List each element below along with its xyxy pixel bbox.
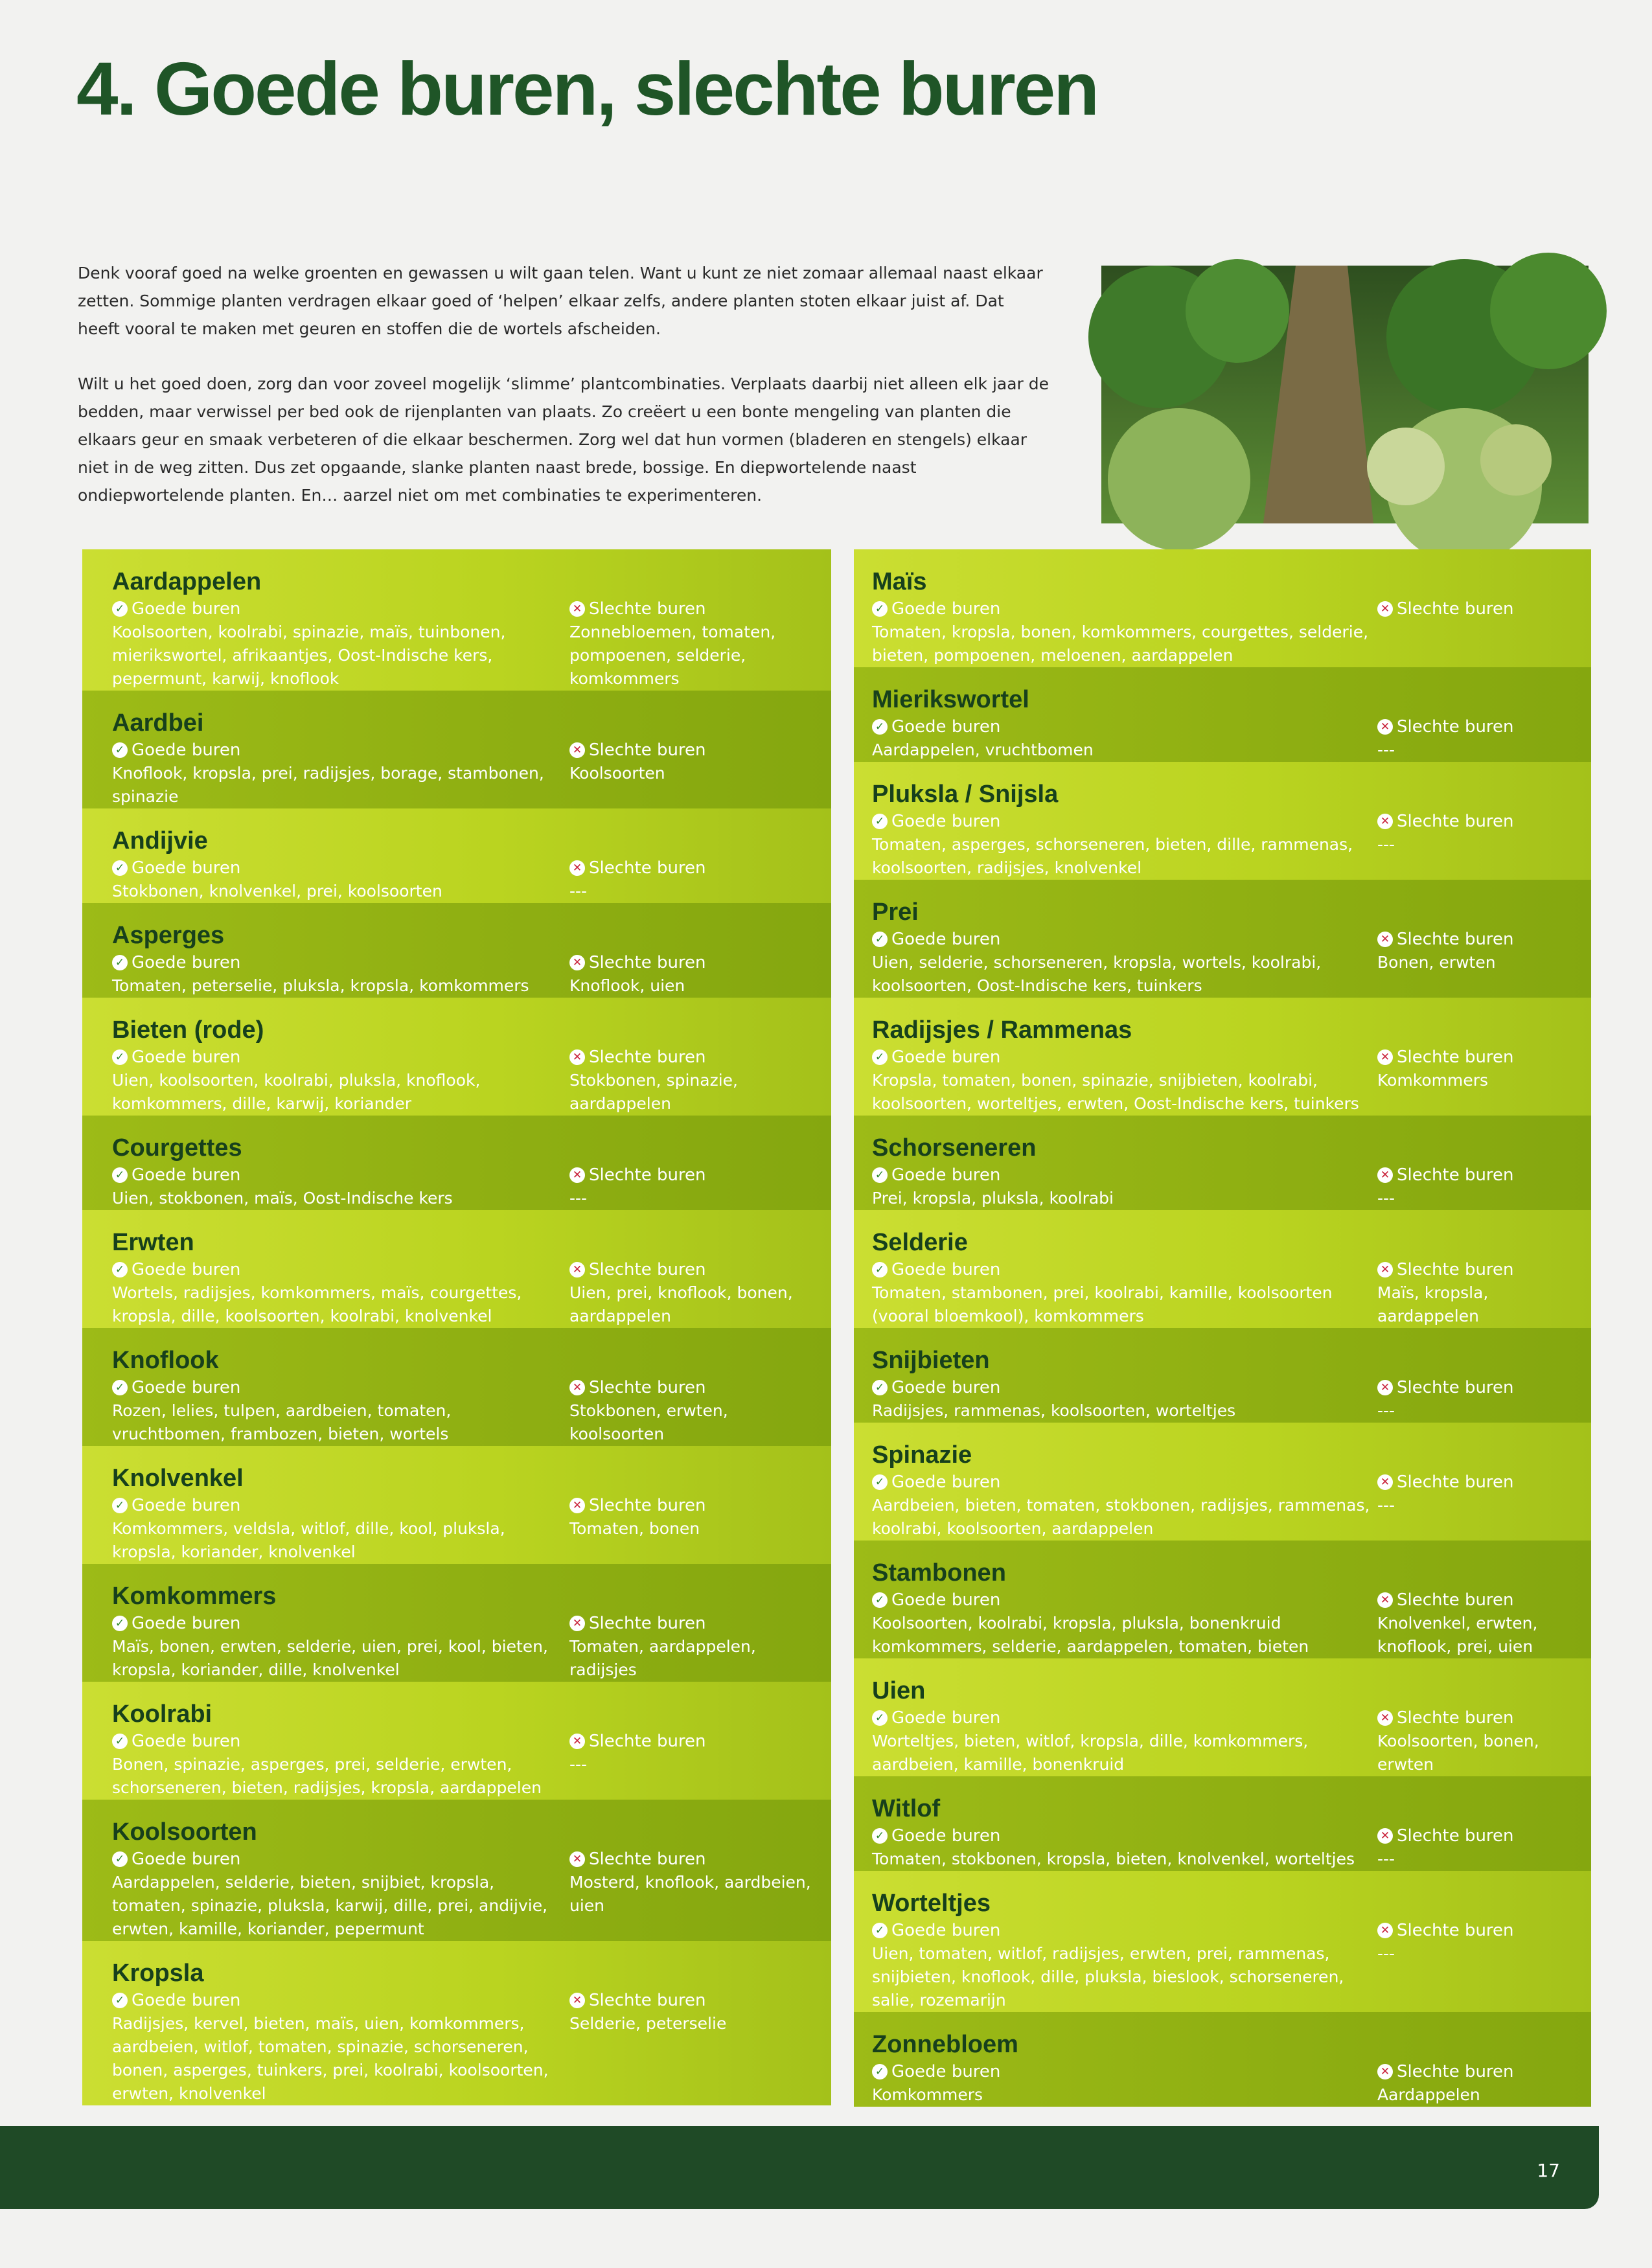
good-neighbours	[872, 810, 1377, 880]
cross-icon: ✕	[1377, 719, 1393, 735]
good-label: Goede buren	[891, 599, 1001, 619]
cross-icon: ✕	[1377, 1592, 1393, 1608]
plant-name: Koolrabi	[112, 1701, 212, 1728]
check-icon: ✓	[112, 1734, 128, 1749]
bad-list: ---	[1377, 1850, 1395, 1868]
bad-neighbours	[566, 597, 812, 691]
good-neighbours	[872, 1824, 1377, 1871]
good-label: Goede buren	[132, 1048, 241, 1067]
bad-neighbours	[1377, 1706, 1572, 1776]
plant-entry	[82, 1446, 831, 1564]
plant-name: Snijbieten	[872, 1347, 990, 1374]
good-list: Prei, kropsla, pluksla, koolrabi	[872, 1189, 1114, 1208]
good-list: Aardappelen, vruchtbomen	[872, 740, 1094, 759]
good-list: Worteltjes, bieten, witlof, kropsla, dille, komkommers, aardbeien, kamille, bonenkruid	[872, 1732, 1309, 1774]
plant-name: Bieten (rode)	[112, 1016, 264, 1044]
good-label: Goede buren	[132, 1614, 241, 1633]
plant-entry	[82, 1210, 831, 1328]
cross-icon: ✕	[1377, 814, 1393, 829]
bad-neighbours	[1377, 1376, 1572, 1423]
good-list: Stokbonen, knolvenkel, prei, koolsoorten	[112, 882, 442, 900]
plant-entry	[854, 549, 1591, 667]
bad-label: Slechte buren	[1397, 599, 1514, 619]
plant-entry	[82, 691, 831, 808]
bad-list: Selderie, peterselie	[569, 2014, 727, 2033]
bad-list: ---	[1377, 1401, 1395, 1420]
cross-icon: ✕	[1377, 1167, 1393, 1183]
good-neighbours	[872, 1919, 1377, 2012]
bad-neighbours	[1377, 597, 1572, 667]
check-icon: ✓	[112, 1262, 128, 1277]
good-neighbours	[872, 1163, 1377, 1210]
check-icon: ✓	[872, 1923, 888, 1938]
good-list: Tomaten, asperges, schorseneren, bieten, dille, rammenas, koolsoorten, radijsjes, knolvenkel	[872, 835, 1353, 877]
good-list: Aardappelen, selderie, bieten, snijbiet, kropsla, tomaten, spinazie, pluksla, karwij, dille, prei, andijvie, erwten, kamille, koriander, pepermunt	[112, 1873, 548, 1938]
bad-list: Koolsoorten, bonen, erwten	[1377, 1732, 1539, 1774]
bad-label: Slechte buren	[1397, 717, 1514, 737]
bad-list: ---	[1377, 1189, 1395, 1208]
check-icon: ✓	[872, 1474, 888, 1490]
good-neighbours	[872, 715, 1377, 762]
bad-label: Slechte buren	[589, 1378, 706, 1397]
bad-list: Stokbonen, erwten, koolsoorten	[569, 1401, 728, 1443]
bad-list: Maïs, kropsla, aardappelen	[1377, 1283, 1489, 1325]
bad-list: Mosterd, knoflook, aardbeien, uien	[569, 1873, 811, 1915]
good-list: Uien, selderie, schorseneren, kropsla, wortels, koolrabi, koolsoorten, Oost-Indische kers, tuinkers	[872, 953, 1322, 995]
cross-icon: ✕	[1377, 1049, 1393, 1065]
bad-list: ---	[569, 1189, 588, 1208]
good-list: Komkommers	[872, 2085, 983, 2104]
plant-entry	[82, 1800, 831, 1941]
good-neighbours	[872, 1376, 1377, 1423]
plant-entry	[854, 2012, 1591, 2107]
plant-name: Erwten	[112, 1229, 194, 1256]
plant-name: Knolvenkel	[112, 1465, 244, 1492]
plant-name: Kropsla	[112, 1960, 204, 1987]
bad-list: ---	[1377, 1496, 1395, 1515]
intro-paragraph: Denk vooraf goed na welke groenten en gewassen u wilt gaan telen. Want u kunt ze niet zomaar allemaal naast elkaar zetten. Sommige planten verdragen elkaar goed of ‘helpen’ elkaar zelfs, andere planten stoten elkaar juist af. Dat heeft vooral te maken met geuren en stoffen die de wortels afscheiden.	[78, 264, 1043, 338]
bad-list: Bonen, erwten	[1377, 953, 1496, 972]
plant-entry	[854, 998, 1591, 1116]
check-icon: ✓	[872, 1262, 888, 1277]
cross-icon: ✕	[1377, 1474, 1393, 1490]
check-icon: ✓	[872, 814, 888, 829]
page-number: 17	[1537, 2160, 1560, 2181]
bad-neighbours	[566, 1376, 812, 1446]
cross-icon: ✕	[1377, 932, 1393, 947]
check-icon: ✓	[872, 932, 888, 947]
plant-entry	[854, 1658, 1591, 1776]
cross-icon: ✕	[1377, 1262, 1393, 1277]
plant-name: Schorseneren	[872, 1134, 1037, 1162]
plant-name: Prei	[872, 899, 919, 926]
bad-list: Zonnebloemen, tomaten, pompoenen, selderie, komkommers	[569, 623, 776, 688]
plant-name: Courgettes	[112, 1134, 242, 1162]
check-icon: ✓	[112, 1167, 128, 1183]
cross-icon: ✕	[569, 860, 585, 876]
bad-neighbours	[566, 1163, 812, 1210]
good-neighbours	[112, 1046, 566, 1116]
bad-list: Uien, prei, knoflook, bonen, aardappelen	[569, 1283, 793, 1325]
good-list: Kropsla, tomaten, bonen, spinazie, snijbieten, koolrabi, koolsoorten, worteltjes, erwten, Oost-Indische kers, tuinkers	[872, 1071, 1359, 1113]
good-label: Goede buren	[132, 740, 241, 760]
cross-icon: ✕	[569, 1734, 585, 1749]
bad-neighbours	[566, 1258, 812, 1328]
plant-entry	[854, 880, 1591, 998]
good-list: Tomaten, stambonen, prei, koolrabi, kamille, koolsoorten (vooral bloemkool), komkommers	[872, 1283, 1333, 1325]
good-neighbours	[112, 1612, 566, 1682]
good-neighbours	[112, 597, 566, 691]
bad-neighbours	[1377, 1588, 1572, 1658]
good-list: Tomaten, kropsla, bonen, komkommers, courgettes, selderie, bieten, pompoenen, meloenen, aardappelen	[872, 623, 1369, 665]
good-label: Goede buren	[891, 930, 1001, 949]
cross-icon: ✕	[569, 1262, 585, 1277]
bad-label: Slechte buren	[589, 1260, 706, 1279]
good-label: Goede buren	[891, 1378, 1001, 1397]
good-label: Goede buren	[891, 2062, 1001, 2081]
bad-label: Slechte buren	[1397, 1260, 1514, 1279]
good-neighbours	[872, 928, 1377, 998]
bad-list: ---	[569, 1755, 588, 1774]
bad-label: Slechte buren	[589, 740, 706, 760]
check-icon: ✓	[112, 860, 128, 876]
plant-name: Aardappelen	[112, 568, 262, 595]
left-plant-column	[82, 549, 831, 2103]
check-icon: ✓	[112, 742, 128, 758]
bad-list: ---	[1377, 1944, 1395, 1963]
bad-label: Slechte buren	[1397, 1048, 1514, 1067]
good-list: Komkommers, veldsla, witlof, dille, kool, pluksla, kropsla, koriander, knolvenkel	[112, 1519, 505, 1561]
plant-entry	[854, 667, 1591, 762]
bad-neighbours	[566, 1989, 812, 2105]
check-icon: ✓	[112, 1616, 128, 1631]
bad-list: Knolvenkel, erwten, knoflook, prei, uien	[1377, 1614, 1538, 1656]
good-list: Rozen, lelies, tulpen, aardbeien, tomaten, vruchtbomen, frambozen, bieten, wortels	[112, 1401, 452, 1443]
good-neighbours	[112, 739, 566, 808]
good-list: Wortels, radijsjes, komkommers, maïs, courgettes, kropsla, dille, koolsoorten, koolrabi, knolvenkel	[112, 1283, 522, 1325]
good-label: Goede buren	[891, 1590, 1001, 1610]
bad-list: Koolsoorten	[569, 764, 665, 783]
plant-name: Zonnebloem	[872, 2031, 1018, 2058]
good-label: Goede buren	[132, 1260, 241, 1279]
plant-name: Andijvie	[112, 827, 208, 854]
plant-name: Aardbei	[112, 709, 204, 737]
plant-name: Spinazie	[872, 1441, 972, 1469]
bad-list: Komkommers	[1377, 1071, 1489, 1090]
good-list: Uien, tomaten, witlof, radijsjes, erwten, prei, rammenas, snijbieten, knoflook, dille, pluksla, bieslook, schorseneren, salie, rozemarijn	[872, 1944, 1344, 2010]
good-label: Goede buren	[891, 812, 1001, 831]
cross-icon: ✕	[1377, 1710, 1393, 1726]
bad-label: Slechte buren	[589, 953, 706, 972]
good-neighbours	[872, 1258, 1377, 1328]
cross-icon: ✕	[1377, 2064, 1393, 2079]
good-neighbours	[112, 1989, 566, 2105]
plant-entry	[854, 1116, 1591, 1210]
plant-name: Witlof	[872, 1795, 941, 1822]
bad-neighbours	[566, 951, 812, 998]
check-icon: ✓	[872, 719, 888, 735]
good-label: Goede buren	[132, 1991, 241, 2010]
plant-name: Uien	[872, 1677, 926, 1704]
good-label: Goede buren	[132, 1850, 241, 1869]
bad-label: Slechte buren	[1397, 1590, 1514, 1610]
plant-name: Pluksla / Snijsla	[872, 781, 1059, 808]
plant-entry	[82, 1564, 831, 1682]
check-icon: ✓	[872, 1167, 888, 1183]
bad-list: ---	[1377, 740, 1395, 759]
intro-paragraph: Wilt u het goed doen, zorg dan voor zoveel mogelijk ‘slimme’ plantcombinaties. Verplaats daarbij niet alleen elk jaar de bedden, maar verwissel per bed ook de rijenplanten van plaats. Zo creëert u een bonte mengeling van planten die elkaars geur en smaak verbeteren of die elkaar beschermen. Zorg wel dat hun vormen (bladeren en stengels) elkaar niet in de weg zitten. Dus zet opgaande, slanke planten naast brede, bossige. En diepwortelende naast ondiepwortelende planten. En… aarzel niet om met combinaties te experimenteren.	[78, 374, 1049, 505]
bad-label: Slechte buren	[589, 1496, 706, 1515]
bad-list: Stokbonen, spinazie, aardappelen	[569, 1071, 738, 1113]
bad-list: Tomaten, aardappelen, radijsjes	[569, 1637, 756, 1679]
bad-neighbours	[1377, 1163, 1572, 1210]
check-icon: ✓	[112, 1380, 128, 1395]
cross-icon: ✕	[1377, 1923, 1393, 1938]
bad-label: Slechte buren	[589, 1991, 706, 2010]
plant-entry	[82, 808, 831, 903]
cross-icon: ✕	[569, 955, 585, 970]
good-label: Goede buren	[132, 1165, 241, 1185]
right-plant-column	[854, 549, 1591, 2104]
good-label: Goede buren	[132, 1732, 241, 1751]
good-list: Koolsoorten, koolrabi, spinazie, maïs, tuinbonen, mierikswortel, afrikaantjes, Oost-Indische kers, pepermunt, karwij, knoflook	[112, 623, 506, 688]
check-icon: ✓	[112, 1049, 128, 1065]
good-neighbours	[872, 1706, 1377, 1776]
check-icon: ✓	[112, 955, 128, 970]
bad-label: Slechte buren	[1397, 930, 1514, 949]
plant-name: Asperges	[112, 922, 225, 949]
cross-icon: ✕	[569, 1049, 585, 1065]
plant-entry	[82, 1941, 831, 2105]
bad-label: Slechte buren	[589, 1614, 706, 1633]
good-label: Goede buren	[891, 1708, 1001, 1728]
plant-name: Koolsoorten	[112, 1818, 257, 1846]
plant-entry	[82, 998, 831, 1116]
bad-label: Slechte buren	[1397, 1378, 1514, 1397]
bad-label: Slechte buren	[589, 599, 706, 619]
plant-name: Radijsjes / Rammenas	[872, 1016, 1132, 1044]
good-neighbours	[112, 856, 566, 903]
plant-entry	[854, 1776, 1591, 1871]
cross-icon: ✕	[569, 1616, 585, 1631]
bad-label: Slechte buren	[1397, 2062, 1514, 2081]
bad-neighbours	[1377, 928, 1572, 998]
good-label: Goede buren	[132, 1378, 241, 1397]
bad-label: Slechte buren	[589, 1048, 706, 1067]
check-icon: ✓	[872, 601, 888, 617]
good-label: Goede buren	[132, 953, 241, 972]
plant-entry	[82, 1682, 831, 1800]
page-title: 4. Goede buren, slechte buren	[76, 47, 1098, 131]
plant-entry	[854, 1541, 1591, 1658]
plant-entry	[854, 1871, 1591, 2012]
good-list: Knoflook, kropsla, prei, radijsjes, borage, stambonen, spinazie	[112, 764, 544, 806]
check-icon: ✓	[112, 601, 128, 617]
bad-list: ---	[569, 882, 588, 900]
check-icon: ✓	[872, 1380, 888, 1395]
good-label: Goede buren	[891, 1826, 1001, 1846]
good-list: Uien, koolsoorten, koolrabi, pluksla, knoflook, komkommers, dille, karwij, koriander	[112, 1071, 481, 1113]
bad-neighbours	[1377, 1046, 1572, 1116]
cross-icon: ✕	[1377, 1828, 1393, 1844]
plant-entry	[854, 762, 1591, 880]
bad-label: Slechte buren	[1397, 1708, 1514, 1728]
cross-icon: ✕	[569, 601, 585, 617]
plant-entry	[854, 1423, 1591, 1541]
plant-entry	[82, 1328, 831, 1446]
plant-name: Knoflook	[112, 1347, 219, 1374]
plant-entry	[82, 549, 831, 691]
good-list: Aardbeien, bieten, tomaten, stokbonen, radijsjes, rammenas, koolrabi, koolsoorten, aardappelen	[872, 1496, 1370, 1538]
check-icon: ✓	[872, 1710, 888, 1726]
cross-icon: ✕	[569, 1993, 585, 2008]
good-label: Goede buren	[132, 858, 241, 878]
cross-icon: ✕	[569, 742, 585, 758]
bad-neighbours	[566, 1612, 812, 1682]
bad-list: Aardappelen	[1377, 2085, 1480, 2104]
bad-list: ---	[1377, 835, 1395, 854]
good-list: Uien, stokbonen, maïs, Oost-Indische kers	[112, 1189, 453, 1208]
cross-icon: ✕	[569, 1380, 585, 1395]
good-neighbours	[872, 1046, 1377, 1116]
good-label: Goede buren	[891, 1165, 1001, 1185]
plant-entry	[82, 903, 831, 998]
intro-text	[78, 259, 1050, 536]
cross-icon: ✕	[569, 1851, 585, 1867]
bad-neighbours	[1377, 2060, 1572, 2107]
good-neighbours	[872, 2060, 1377, 2107]
bad-label: Slechte buren	[1397, 1165, 1514, 1185]
bad-neighbours	[566, 1494, 812, 1564]
bad-label: Slechte buren	[589, 1165, 706, 1185]
bad-label: Slechte buren	[589, 858, 706, 878]
good-neighbours	[112, 1494, 566, 1564]
bad-neighbours	[1377, 1824, 1572, 1871]
plant-entry	[854, 1210, 1591, 1328]
good-list: Koolsoorten, koolrabi, kropsla, pluksla, bonenkruid komkommers, selderie, aardappelen, tomaten, bieten	[872, 1614, 1309, 1656]
bad-label: Slechte buren	[1397, 1472, 1514, 1492]
bad-neighbours	[1377, 1471, 1572, 1541]
good-list: Maïs, bonen, erwten, selderie, uien, prei, kool, bieten, kropsla, koriander, dille, knolvenkel	[112, 1637, 548, 1679]
good-list: Tomaten, stokbonen, kropsla, bieten, knolvenkel, worteltjes	[872, 1850, 1355, 1868]
bad-neighbours	[566, 1046, 812, 1116]
good-neighbours	[112, 1163, 566, 1210]
cross-icon: ✕	[1377, 601, 1393, 617]
check-icon: ✓	[872, 1592, 888, 1608]
good-label: Goede buren	[891, 1260, 1001, 1279]
check-icon: ✓	[112, 1498, 128, 1513]
bad-label: Slechte buren	[589, 1850, 706, 1869]
vegetable-garden-photo	[1101, 266, 1589, 523]
plant-name: Selderie	[872, 1229, 968, 1256]
good-neighbours	[112, 1848, 566, 1941]
good-neighbours	[112, 1258, 566, 1328]
check-icon: ✓	[872, 2064, 888, 2079]
check-icon: ✓	[112, 1851, 128, 1867]
plant-name: Stambonen	[872, 1559, 1006, 1586]
bad-neighbours	[1377, 810, 1572, 880]
cross-icon: ✕	[569, 1167, 585, 1183]
bad-label: Slechte buren	[1397, 812, 1514, 831]
good-label: Goede buren	[132, 599, 241, 619]
plant-name: Maïs	[872, 568, 927, 595]
good-label: Goede buren	[891, 1472, 1001, 1492]
bad-neighbours	[1377, 1258, 1572, 1328]
good-label: Goede buren	[891, 717, 1001, 737]
bad-neighbours	[566, 856, 812, 903]
plant-name: Worteltjes	[872, 1890, 991, 1917]
cross-icon: ✕	[569, 1498, 585, 1513]
good-neighbours	[112, 1730, 566, 1800]
good-neighbours	[112, 1376, 566, 1446]
plant-entry	[82, 1116, 831, 1210]
good-label: Goede buren	[132, 1496, 241, 1515]
check-icon: ✓	[872, 1049, 888, 1065]
bad-label: Slechte buren	[1397, 1921, 1514, 1940]
bad-neighbours	[566, 1848, 812, 1941]
good-label: Goede buren	[891, 1048, 1001, 1067]
good-neighbours	[872, 1588, 1377, 1658]
check-icon: ✓	[112, 1993, 128, 2008]
plant-name: Mierikswortel	[872, 686, 1029, 713]
good-list: Radijsjes, kervel, bieten, maïs, uien, komkommers, aardbeien, witlof, tomaten, spinazie, schorseneren, bonen, asperges, tuinkers, prei, koolrabi, koolsoorten, erwten, knolvenkel	[112, 2014, 549, 2103]
plant-name: Komkommers	[112, 1583, 277, 1610]
good-list: Tomaten, peterselie, pluksla, kropsla, komkommers	[112, 976, 529, 995]
plant-entry	[854, 1328, 1591, 1423]
bad-neighbours	[566, 1730, 812, 1800]
bad-neighbours	[1377, 1919, 1572, 2012]
good-list: Radijsjes, rammenas, koolsoorten, worteltjes	[872, 1401, 1236, 1420]
good-neighbours	[872, 1471, 1377, 1541]
good-label: Goede buren	[891, 1921, 1001, 1940]
bad-label: Slechte buren	[1397, 1826, 1514, 1846]
bad-label: Slechte buren	[589, 1732, 706, 1751]
good-neighbours	[872, 597, 1377, 667]
bad-list: Knoflook, uien	[569, 976, 685, 995]
bad-list: Tomaten, bonen	[569, 1519, 700, 1538]
bad-neighbours	[1377, 715, 1572, 762]
good-neighbours	[112, 951, 566, 998]
cross-icon: ✕	[1377, 1380, 1393, 1395]
footer-bar	[0, 2126, 1599, 2209]
bad-neighbours	[566, 739, 812, 808]
check-icon: ✓	[872, 1828, 888, 1844]
good-list: Bonen, spinazie, asperges, prei, selderie, erwten, schorseneren, bieten, radijsjes, kropsla, aardappelen	[112, 1755, 542, 1797]
